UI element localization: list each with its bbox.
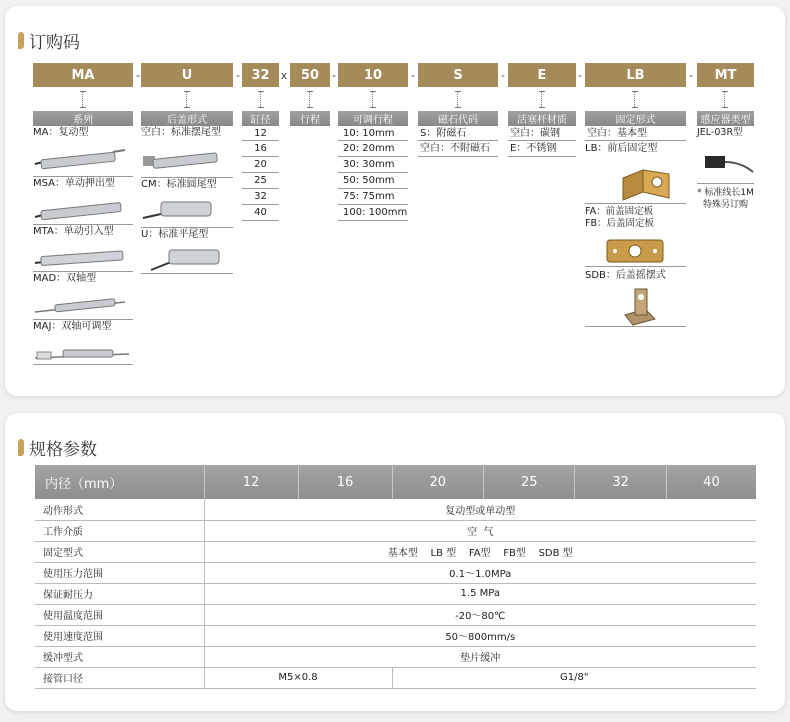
order-section-title: 订购码 xyxy=(18,28,80,53)
spec-bore: 16 xyxy=(298,465,392,499)
header-bore: 缸径 xyxy=(242,111,279,126)
spec-header-row xyxy=(35,465,756,499)
code-box-mount: LB xyxy=(585,63,686,87)
series-list xyxy=(33,126,133,365)
series-option: MAJ：双轴可调型 xyxy=(33,321,112,332)
sensor-model: JEL-03R型 xyxy=(697,127,743,138)
rear-option: 空白：标准摆尾型 xyxy=(141,127,221,138)
cylinder-image xyxy=(33,191,133,225)
table-row xyxy=(35,625,756,646)
magnet-option: 空白：不附磁石 xyxy=(418,141,498,157)
mount-option: SDB：后盖摇摆式 xyxy=(585,270,666,281)
adj-option: 75: 75mm xyxy=(338,189,408,205)
rod-option: E：不锈钢 xyxy=(508,141,576,157)
spec-key: 工作介质 xyxy=(35,520,204,541)
spec-value: 复动型或单动型 xyxy=(204,499,756,520)
spec-value: 空 气 xyxy=(204,520,756,541)
code-box-rod: E xyxy=(508,63,576,87)
cylinder-image xyxy=(33,286,133,320)
mount-option: LB：前后固定型 xyxy=(585,143,658,154)
bore-option: 40 xyxy=(242,205,279,221)
bore-option: 20 xyxy=(242,157,279,173)
code-dash: - xyxy=(136,69,140,82)
cylinder-image xyxy=(33,140,133,177)
cylinder-image xyxy=(33,239,133,272)
code-dash: - xyxy=(236,69,240,82)
code-box-bore: 32 xyxy=(242,63,279,87)
spec-value: 50～800mm/s xyxy=(204,625,756,646)
cylinder-image xyxy=(141,192,233,228)
adj-option: 100: 100mm xyxy=(338,205,408,221)
sensor-image xyxy=(697,140,754,184)
spec-bore: 40 xyxy=(666,465,756,499)
connector-icon xyxy=(455,91,461,108)
spec-value: 1.5 MPa xyxy=(204,583,756,604)
lb-bracket-image xyxy=(585,156,686,204)
connector-icon xyxy=(80,91,86,108)
bore-option: 25 xyxy=(242,173,279,189)
spec-bore: 32 xyxy=(575,465,666,499)
spec-value: 基本型 LB 型 FA型 FB型 SDB 型 xyxy=(204,541,756,562)
code-dash: - xyxy=(578,69,582,82)
code-box-magnet: S xyxy=(418,63,498,87)
mount-option: FB：后盖固定板 xyxy=(585,218,654,229)
rod-list xyxy=(508,126,576,157)
series-option: MA：复动型 xyxy=(33,127,89,138)
adj-option: 20: 20mm xyxy=(338,141,408,157)
spec-table xyxy=(35,465,756,689)
spec-bore: 25 xyxy=(483,465,574,499)
spec-key: 接管口径 xyxy=(35,667,204,688)
code-dash: - xyxy=(501,69,505,82)
code-dash: - xyxy=(411,69,415,82)
sensor-list xyxy=(697,126,754,211)
cylinder-image xyxy=(141,140,233,178)
spec-key: 缓冲型式 xyxy=(35,646,204,667)
connector-icon xyxy=(722,91,728,108)
adj-option: 10: 10mm xyxy=(338,126,408,141)
connector-icon xyxy=(307,91,313,108)
table-row xyxy=(35,562,756,583)
bore-option: 12 xyxy=(242,126,279,141)
adj-option: 30: 30mm xyxy=(338,157,408,173)
title-marker-icon xyxy=(18,32,24,49)
series-option: MSA：单动押出型 xyxy=(33,178,116,189)
spec-bore: 12 xyxy=(204,465,298,499)
spec-value: -20～80℃ xyxy=(204,604,756,625)
bore-list xyxy=(242,126,279,221)
sdb-bracket-image xyxy=(585,283,686,327)
header-sensor: 感应器类型 xyxy=(697,111,754,126)
fa-plate-image xyxy=(585,230,686,267)
connector-icon xyxy=(539,91,545,108)
cylinder-image xyxy=(141,242,233,274)
sensor-note: 特殊另订购 xyxy=(702,200,748,210)
code-box-adj: 10 xyxy=(338,63,408,87)
connector-icon xyxy=(258,91,264,108)
code-box-stroke: 50 xyxy=(290,63,330,87)
mount-option: 空白：基本型 xyxy=(585,126,686,141)
header-mount: 固定形式 xyxy=(585,111,686,126)
spec-key: 动作形式 xyxy=(35,499,204,520)
spec-header-label: 内径（mm） xyxy=(35,465,204,499)
header-series: 系列 xyxy=(33,111,133,126)
spec-value: G1/8" xyxy=(392,667,756,688)
spec-key: 使用压力范围 xyxy=(35,562,204,583)
rear-list xyxy=(141,126,233,274)
spec-value: M5×0.8 xyxy=(204,667,392,688)
code-box-rear: U xyxy=(141,63,233,87)
mount-list xyxy=(585,126,686,327)
mount-option: FA：前盖固定板 xyxy=(585,206,654,217)
adj-list xyxy=(338,126,408,221)
bore-option: 16 xyxy=(242,141,279,157)
rod-option: 空白：碳钢 xyxy=(508,126,576,141)
table-row xyxy=(35,667,756,688)
code-dash: - xyxy=(332,69,336,82)
rear-option: U：标准平尾型 xyxy=(141,229,209,240)
table-row xyxy=(35,604,756,625)
spec-bore: 20 xyxy=(392,465,483,499)
spec-key: 保证耐压力 xyxy=(35,583,204,604)
title-marker-icon xyxy=(18,439,24,456)
spec-key: 使用温度范围 xyxy=(35,604,204,625)
sensor-note: * 标准线长1M xyxy=(697,188,754,198)
code-box-sensor: MT xyxy=(697,63,754,87)
header-rear: 后盖形式 xyxy=(141,111,233,126)
header-magnet: 磁石代码 xyxy=(418,111,498,126)
code-x: x xyxy=(280,69,288,82)
table-row xyxy=(35,646,756,667)
spec-key: 使用速度范围 xyxy=(35,625,204,646)
spec-value: 0.1～1.0MPa xyxy=(204,562,756,583)
header-rod: 活塞杆材质 xyxy=(508,111,576,126)
header-adj: 可调行程 xyxy=(338,111,408,126)
bore-option: 32 xyxy=(242,189,279,205)
code-box-series: MA xyxy=(33,63,133,87)
connector-icon xyxy=(632,91,638,108)
table-row xyxy=(35,583,756,604)
rear-option: CM：标准圆尾型 xyxy=(141,179,217,190)
connector-icon xyxy=(370,91,376,108)
magnet-list xyxy=(418,126,498,157)
table-row xyxy=(35,499,756,520)
header-stroke: 行程 xyxy=(290,111,330,126)
series-option: MAD：双轴型 xyxy=(33,273,97,284)
series-option: MTA：单动引入型 xyxy=(33,226,114,237)
adj-option: 50: 50mm xyxy=(338,173,408,189)
connector-icon xyxy=(184,91,190,108)
cylinder-image xyxy=(33,334,133,365)
table-row xyxy=(35,541,756,562)
spec-key: 固定型式 xyxy=(35,541,204,562)
spec-value: 垫片缓冲 xyxy=(204,646,756,667)
code-dash: - xyxy=(689,69,693,82)
table-row xyxy=(35,520,756,541)
magnet-option: S：附磁石 xyxy=(418,126,498,141)
spec-section-title: 规格参数 xyxy=(18,435,97,460)
